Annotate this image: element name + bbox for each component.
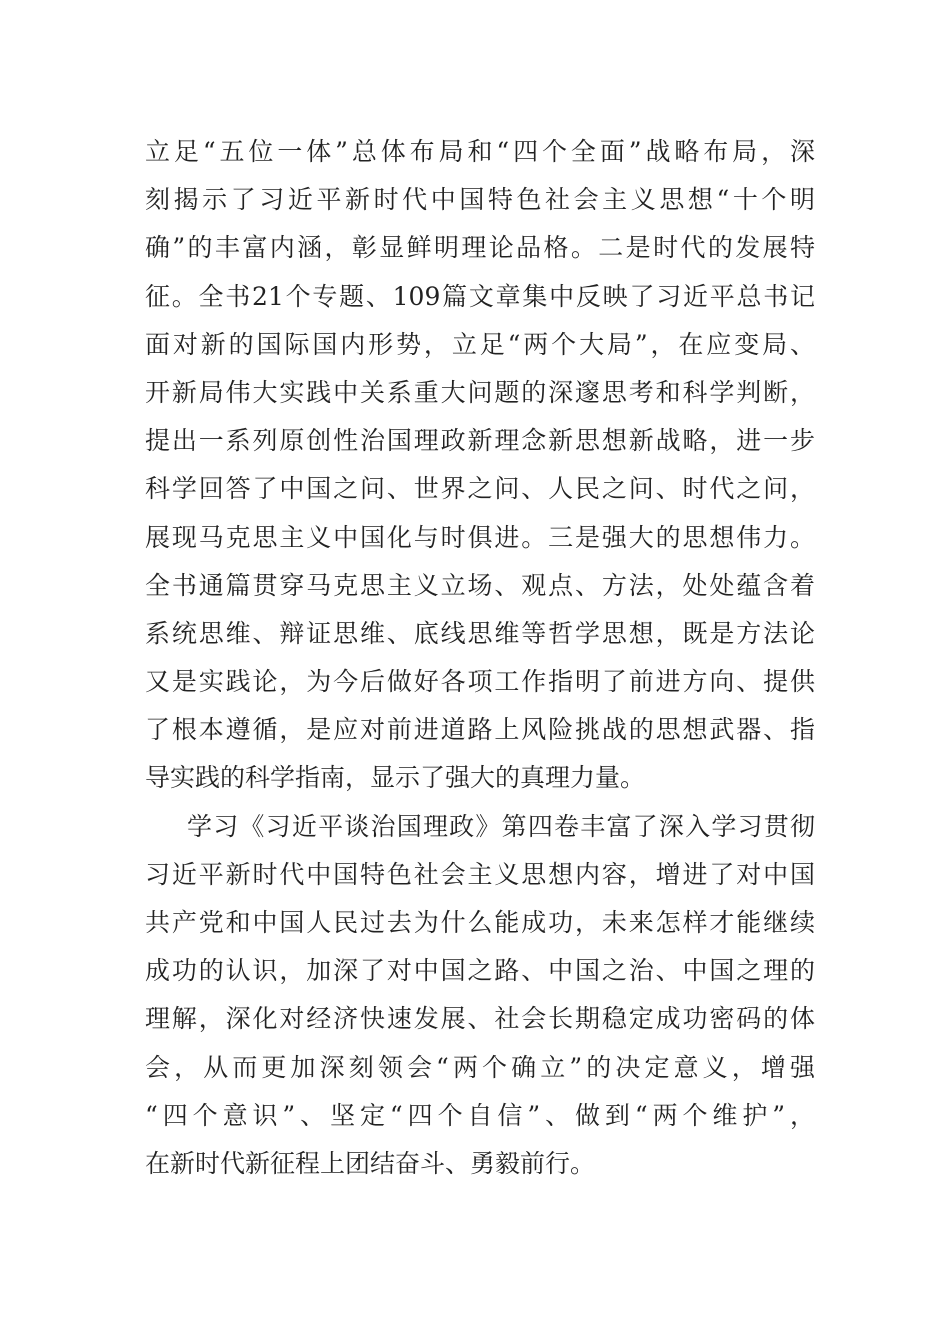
paragraph-line: 成功的认识，加深了对中国之路、中国之治、中国之理的 [145, 956, 815, 986]
paragraph-line: 刻揭示了习近平新时代中国特色社会主义思想“十个明 [145, 185, 815, 215]
paragraph-line: 开新局伟大实践中关系重大问题的深邃思考和科学判断， [145, 377, 815, 407]
paragraph-line: 导实践的科学指南，显示了强大的真理力量。 [145, 763, 646, 793]
paragraph-line: 征。全书21个专题、109篇文章集中反映了习近平总书记 [145, 281, 815, 311]
paragraph-line: 了根本遵循，是应对前进道路上风险挑战的思想武器、指 [145, 715, 815, 745]
paragraph-line: 提出一系列原创性治国理政新理念新思想新战略，进一步 [145, 426, 815, 456]
paragraph-line: 面对新的国际国内形势，立足“两个大局”，在应变局、 [145, 329, 815, 359]
paragraph-line: 系统思维、辩证思维、底线思维等哲学思想，既是方法论 [145, 618, 815, 648]
paragraph-2 [145, 803, 815, 1189]
paragraph-line: 学习《习近平谈治国理政》第四卷丰富了深入学习贯彻 [187, 811, 815, 841]
paragraph-line: “四个意识”、坚定“四个自信”、做到“两个维护”， [145, 1100, 815, 1130]
paragraph-line: 在新时代新征程上团结奋斗、勇毅前行。 [145, 1148, 596, 1178]
paragraph-line: 展现马克思主义中国化与时俱进。三是强大的思想伟力。 [145, 522, 815, 552]
paragraph-line: 科学回答了中国之问、世界之问、人民之问、时代之问， [145, 474, 815, 504]
paragraph-line: 确”的丰富内涵，彰显鲜明理论品格。二是时代的发展特 [145, 233, 815, 263]
paragraph-1 [145, 128, 815, 803]
paragraph-line: 全书通篇贯穿马克思主义立场、观点、方法，处处蕴含着 [145, 570, 815, 600]
paragraph-line: 理解，深化对经济快速发展、社会长期稳定成功密码的体 [145, 1004, 815, 1034]
paragraph-line: 会，从而更加深刻领会“两个确立”的决定意义，增强 [145, 1052, 815, 1082]
paragraph-line: 习近平新时代中国特色社会主义思想内容，增进了对中国 [145, 859, 815, 889]
document-body [145, 128, 815, 1188]
paragraph-line: 立足“五位一体”总体布局和“四个全面”战略布局，深 [145, 137, 815, 166]
paragraph-line: 又是实践论，为今后做好各项工作指明了前进方向、提供 [145, 667, 815, 697]
paragraph-line: 共产党和中国人民过去为什么能成功，未来怎样才能继续 [145, 908, 815, 937]
